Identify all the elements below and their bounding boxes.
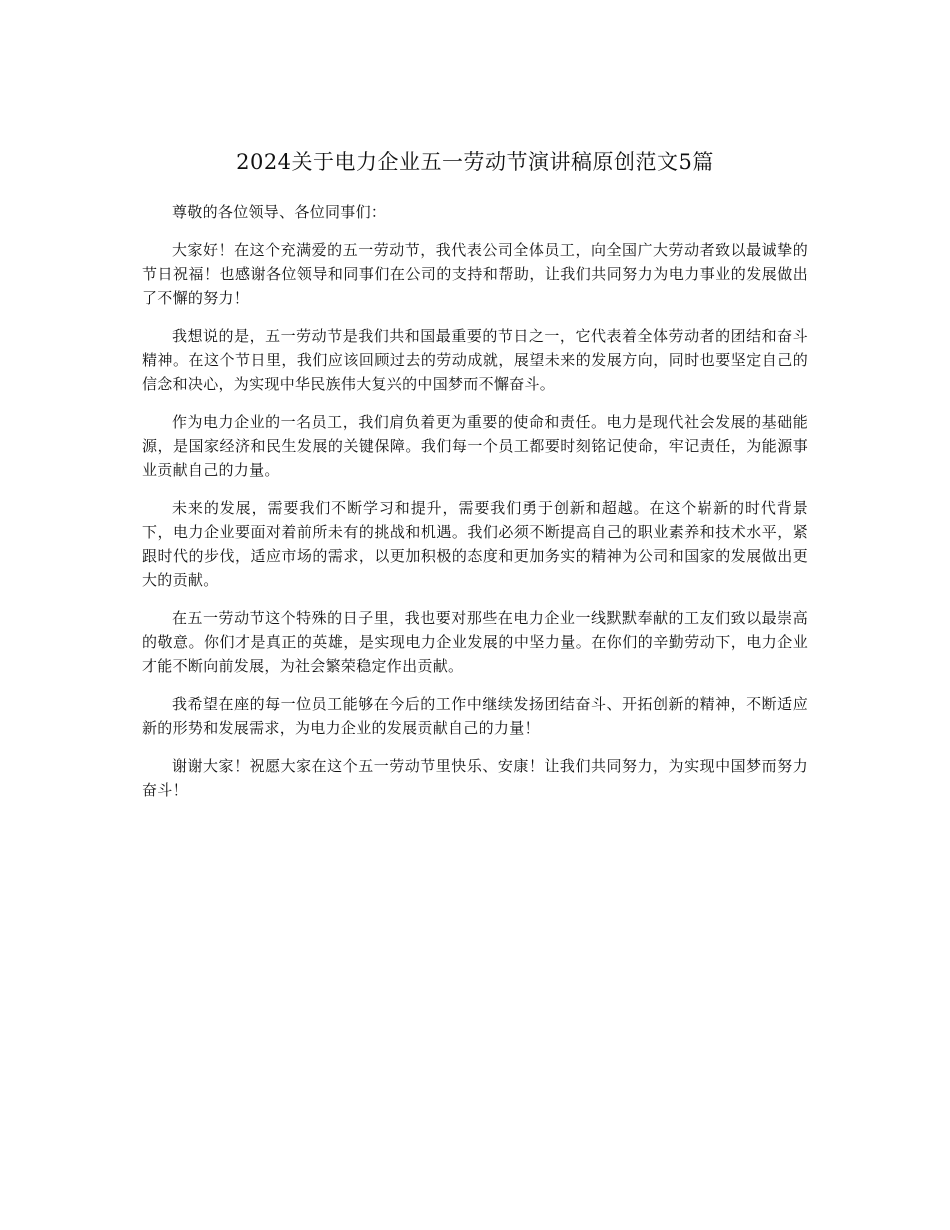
document-body [142, 200, 808, 816]
paragraph-5: 在五一劳动节这个特殊的日子里，我也要对那些在电力企业一线默默奉献的工友们致以最崇高的敬意。你们才是真正的英雄，是实现电力企业发展的中坚力量。在你们的辛勤劳动下，电力企业才能不断向前发展，为社会繁荣稳定作出贡献。 [142, 609, 808, 675]
paragraph-7: 谢谢大家！祝愿大家在这个五一劳动节里快乐、安康！让我们共同努力，为实现中国梦而努力奋斗！ [142, 757, 808, 799]
paragraph-2: 我想说的是，五一劳动节是我们共和国最重要的节日之一，它代表着全体劳动者的团结和奋斗精神。在这个节日里，我们应该回顾过去的劳动成就，展望未来的发展方向，同时也要坚定自己的信念和决心，为实现中华民族伟大复兴的中国梦而不懈奋斗。 [142, 327, 808, 393]
document-title: 2024关于电力企业五一劳动节演讲稿原创范文5篇 [236, 150, 714, 174]
paragraph-4: 未来的发展，需要我们不断学习和提升，需要我们勇于创新和超越。在这个崭新的时代背景下，电力企业要面对着前所未有的挑战和机遇。我们必须不断提高自己的职业素养和技术水平，紧跟时代的步伐，适应市场的需求，以更加积极的态度和更加务实的精神为公司和国家的发展做出更大的贡献。 [142, 499, 808, 589]
paragraph-6: 我希望在座的每一位员工能够在今后的工作中继续发扬团结奋斗、开拓创新的精神，不断适应新的形势和发展需求，为电力企业的发展贡献自己的力量！ [142, 695, 808, 737]
paragraph-1: 大家好！在这个充满爱的五一劳动节，我代表公司全体员工，向全国广大劳动者致以最诚挚的节日祝福！也感谢各位领导和同事们在公司的支持和帮助，让我们共同努力为电力事业的发展做出了不懈的努力！ [142, 241, 808, 307]
salutation: 尊敬的各位领导、各位同事们： [172, 203, 387, 221]
paragraph-3: 作为电力企业的一名员工，我们肩负着更为重要的使命和责任。电力是现代社会发展的基础能源，是国家经济和民生发展的关键保障。我们每一个员工都要时刻铭记使命，牢记责任，为能源事业贡献自己的力量。 [142, 413, 808, 479]
